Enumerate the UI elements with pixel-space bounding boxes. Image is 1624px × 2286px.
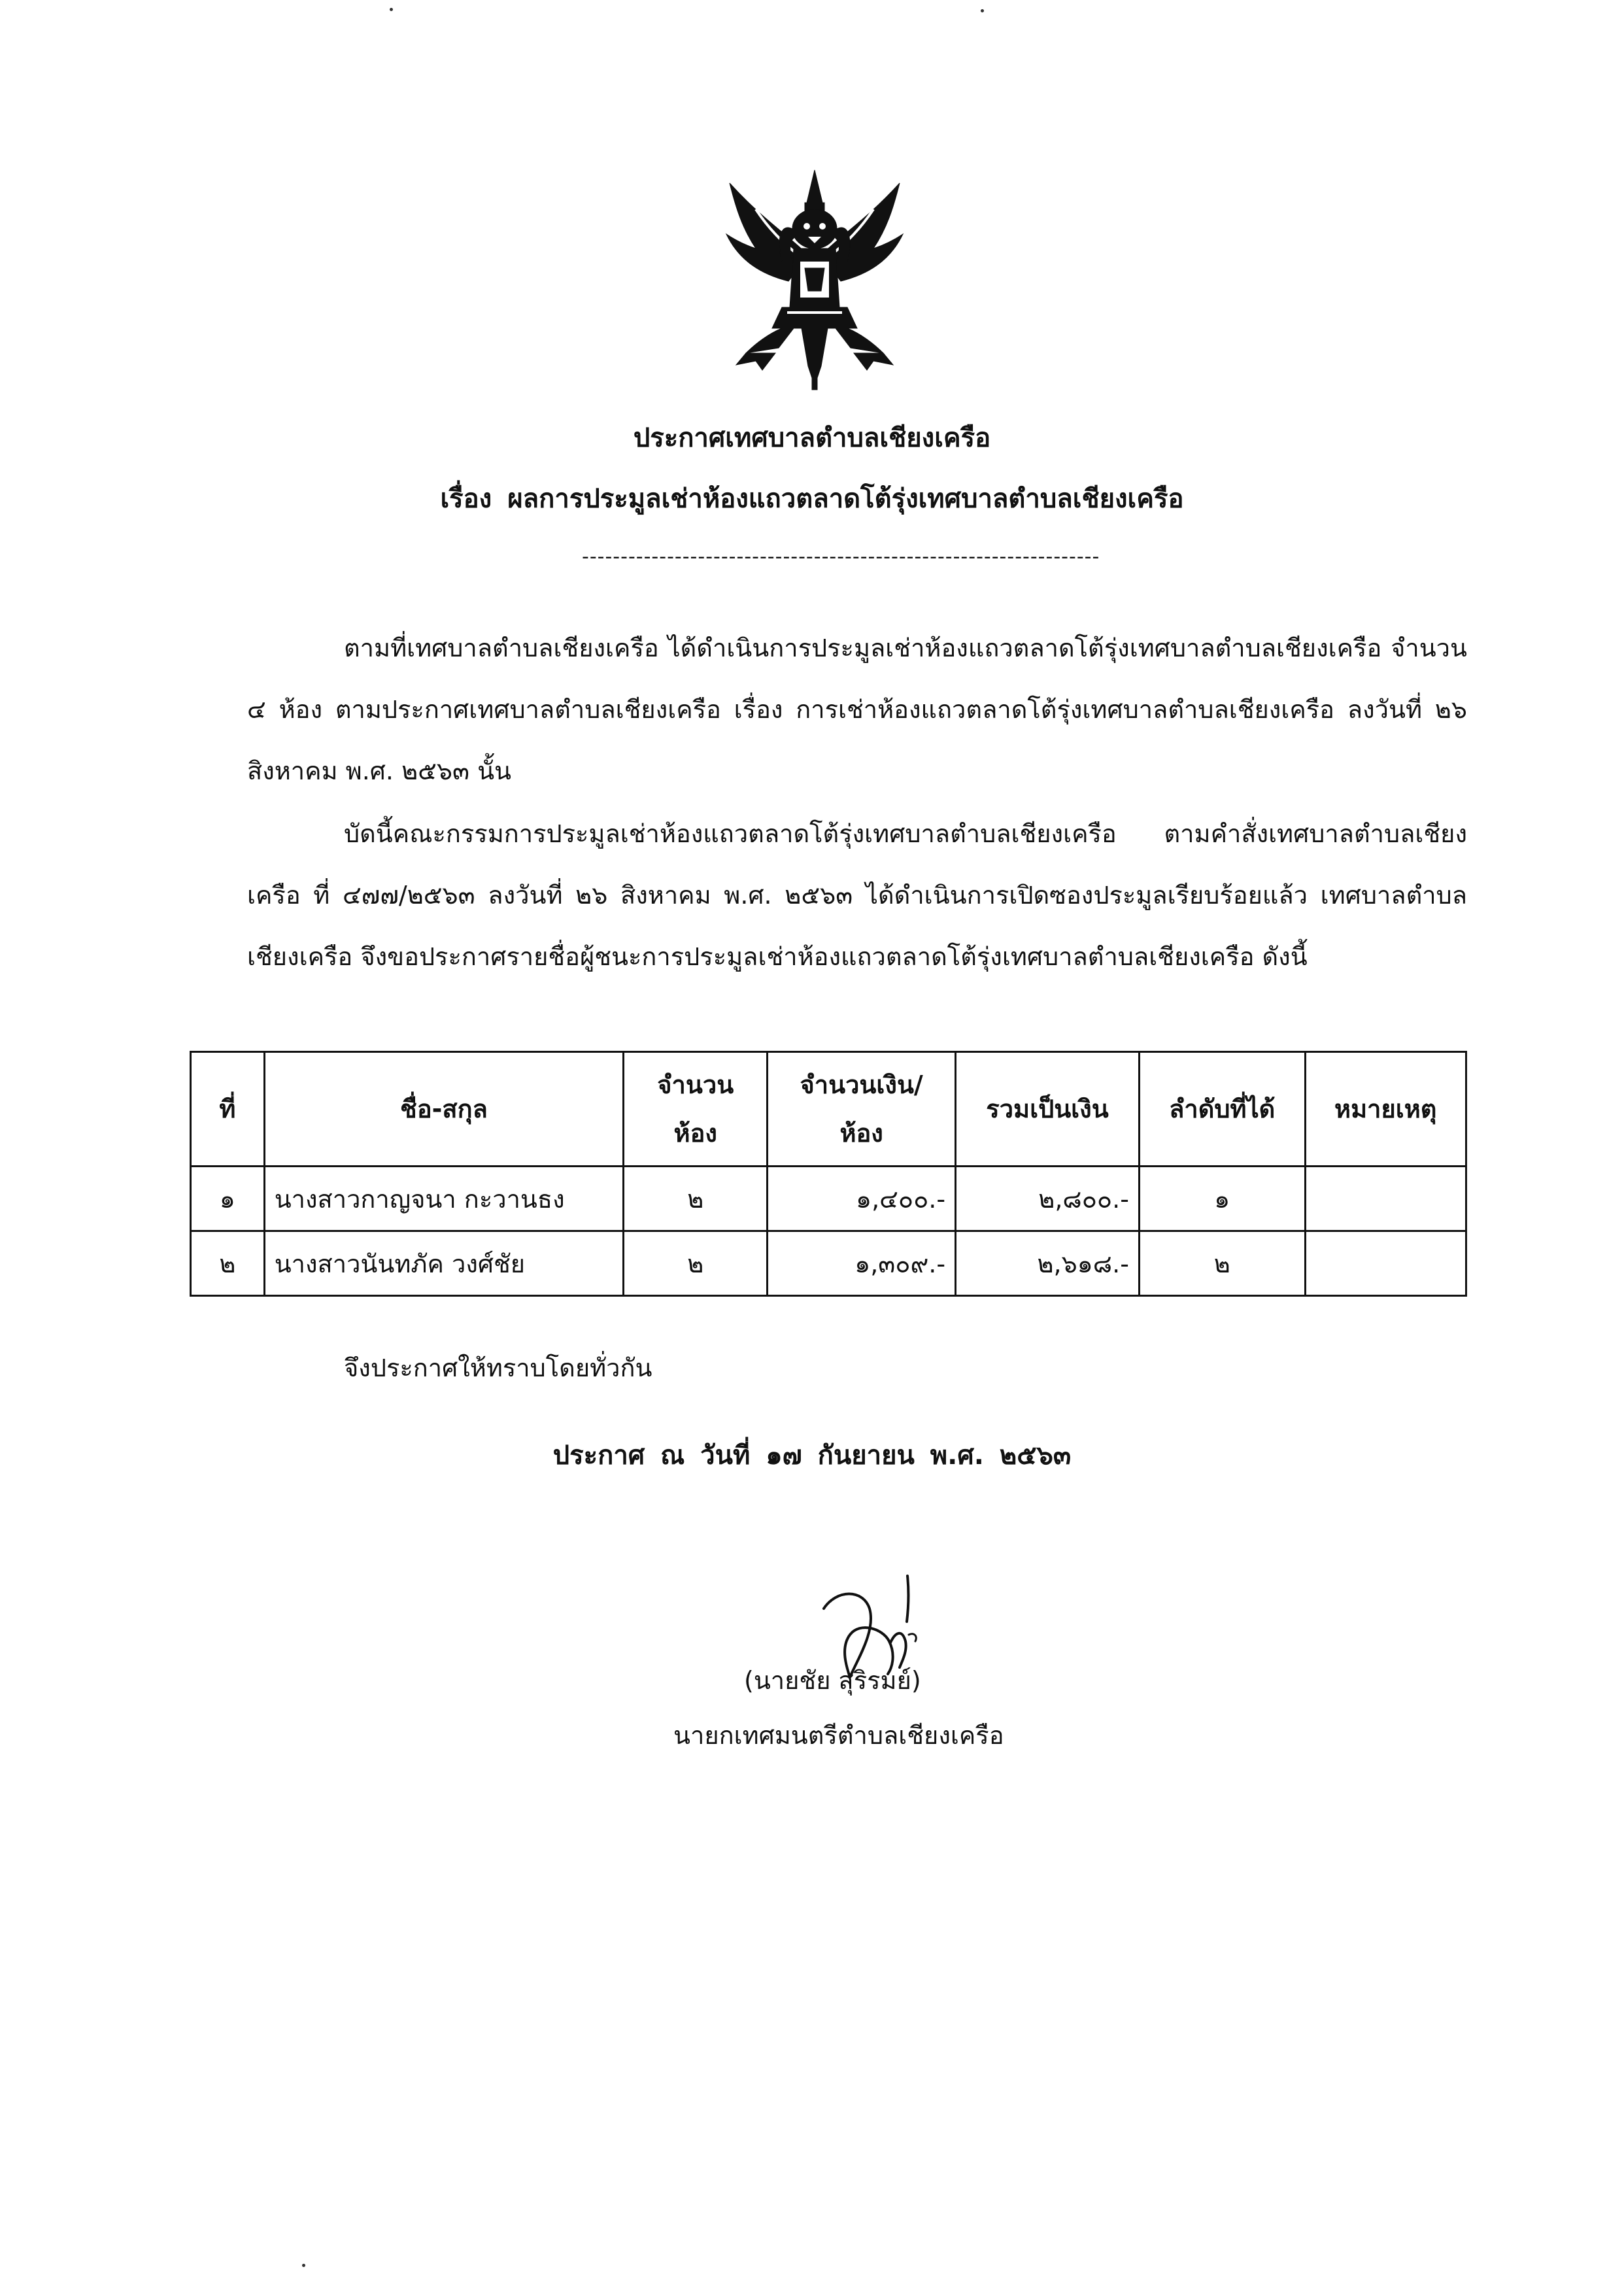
- scan-speck: [302, 2264, 305, 2267]
- header-rooms: [624, 1052, 768, 1167]
- row-rooms: ๒: [624, 1231, 768, 1296]
- header-amount: [768, 1052, 956, 1167]
- header-amount-line2: ห้อง: [839, 1119, 883, 1148]
- subject-text: ผลการประมูลเช่าห้องแถวตลาดโต้รุ่งเทศบาลตำบลเชียงเครือ: [507, 484, 1184, 514]
- header-rooms-line2: ห้อง: [673, 1119, 717, 1148]
- signer-name: (นายชัย สุริรมย์): [744, 1666, 921, 1695]
- announcement-title: ประกาศเทศบาลตำบลเชียงเครือ: [633, 423, 991, 453]
- subject-label: เรื่อง: [440, 484, 492, 514]
- row-total: ๒,๘๐๐.-: [956, 1167, 1140, 1231]
- garuda-emblem-icon: [717, 157, 913, 392]
- row-rooms: ๒: [624, 1167, 768, 1231]
- body-paragraph-1: ตามที่เทศบาลตำบลเชียงเครือ ได้ดำเนินการประมูลเช่าห้องแถวตลาดโต้รุ่งเทศบาลตำบลเชียงเครือ จำนวน ๔ ห้อง ตามประกาศเทศบาลตำบลเชียงเครือ เรื่อง การเช่าห้องแถวตลาดโต้รุ่งเทศบาลตำบลเชียงเครือ ลงวันที่ ๒๖ สิงหาคม พ.ศ. ๒๕๖๓ นั้น: [247, 634, 1467, 785]
- header-total: รวมเป็นเงิน: [956, 1052, 1140, 1167]
- table-header-row: [191, 1052, 1466, 1167]
- row-amount: ๑,๔๐๐.-: [768, 1167, 956, 1231]
- header-rank: ลำดับที่ได้: [1139, 1052, 1305, 1167]
- table-row: [191, 1231, 1466, 1296]
- header-remark: หมายเหตุ: [1305, 1052, 1466, 1167]
- row-total: ๒,๖๑๘.-: [956, 1231, 1140, 1296]
- table-row: [191, 1167, 1466, 1231]
- announcement-subject: [0, 481, 1624, 517]
- body-paragraph-2: บัดนี้คณะกรรมการประมูลเช่าห้องแถวตลาดโต้รุ่งเทศบาลตำบลเชียงเครือ ตามคำสั่งเทศบาลตำบลเชียงเครือ ที่ ๔๗๗/๒๕๖๓ ลงวันที่ ๒๖ สิงหาคม พ.ศ. ๒๕๖๓ ได้ดำเนินการเปิดซองประมูลเรียบร้อยแล้ว เทศบาลตำบลเชียงเครือ จึงขอประกาศรายชื่อผู้ชนะการประมูลเช่าห้องแถวตลาดโต้รุ่งเทศบาลตำบลเชียงเครือ ดังนี้: [247, 819, 1467, 971]
- announcement-date: ประกาศ ณ วันที่ ๑๗ กันยายน พ.ศ. ๒๕๖๓: [552, 1441, 1072, 1471]
- header-rooms-line1: จำนวน: [657, 1070, 734, 1099]
- scan-speck: [390, 8, 393, 11]
- auction-results-table: [190, 1051, 1467, 1297]
- signer-title: นายกเทศมนตรีตำบลเชียงเครือ: [673, 1721, 1004, 1750]
- row-remark: [1305, 1167, 1466, 1231]
- row-name: นางสาวกาญจนา กะวานธง: [264, 1167, 624, 1231]
- header-no: ที่: [191, 1052, 265, 1167]
- title-separator: -------------------------------------------------------------------: [582, 545, 1100, 568]
- row-no: ๑: [191, 1167, 265, 1231]
- row-amount: ๑,๓๐๙.-: [768, 1231, 956, 1296]
- row-rank: ๒: [1139, 1231, 1305, 1296]
- scan-speck: [981, 9, 984, 12]
- row-no: ๒: [191, 1231, 265, 1296]
- announce-statement: จึงประกาศให้ทราบโดยทั่วกัน: [344, 1354, 652, 1382]
- row-name: นางสาวนันทภัค วงศ์ชัย: [264, 1231, 624, 1296]
- row-rank: ๑: [1139, 1167, 1305, 1231]
- header-amount-line1: จำนวนเงิน/: [800, 1070, 923, 1099]
- header-name: ชื่อ-สกุล: [264, 1052, 624, 1167]
- row-remark: [1305, 1231, 1466, 1296]
